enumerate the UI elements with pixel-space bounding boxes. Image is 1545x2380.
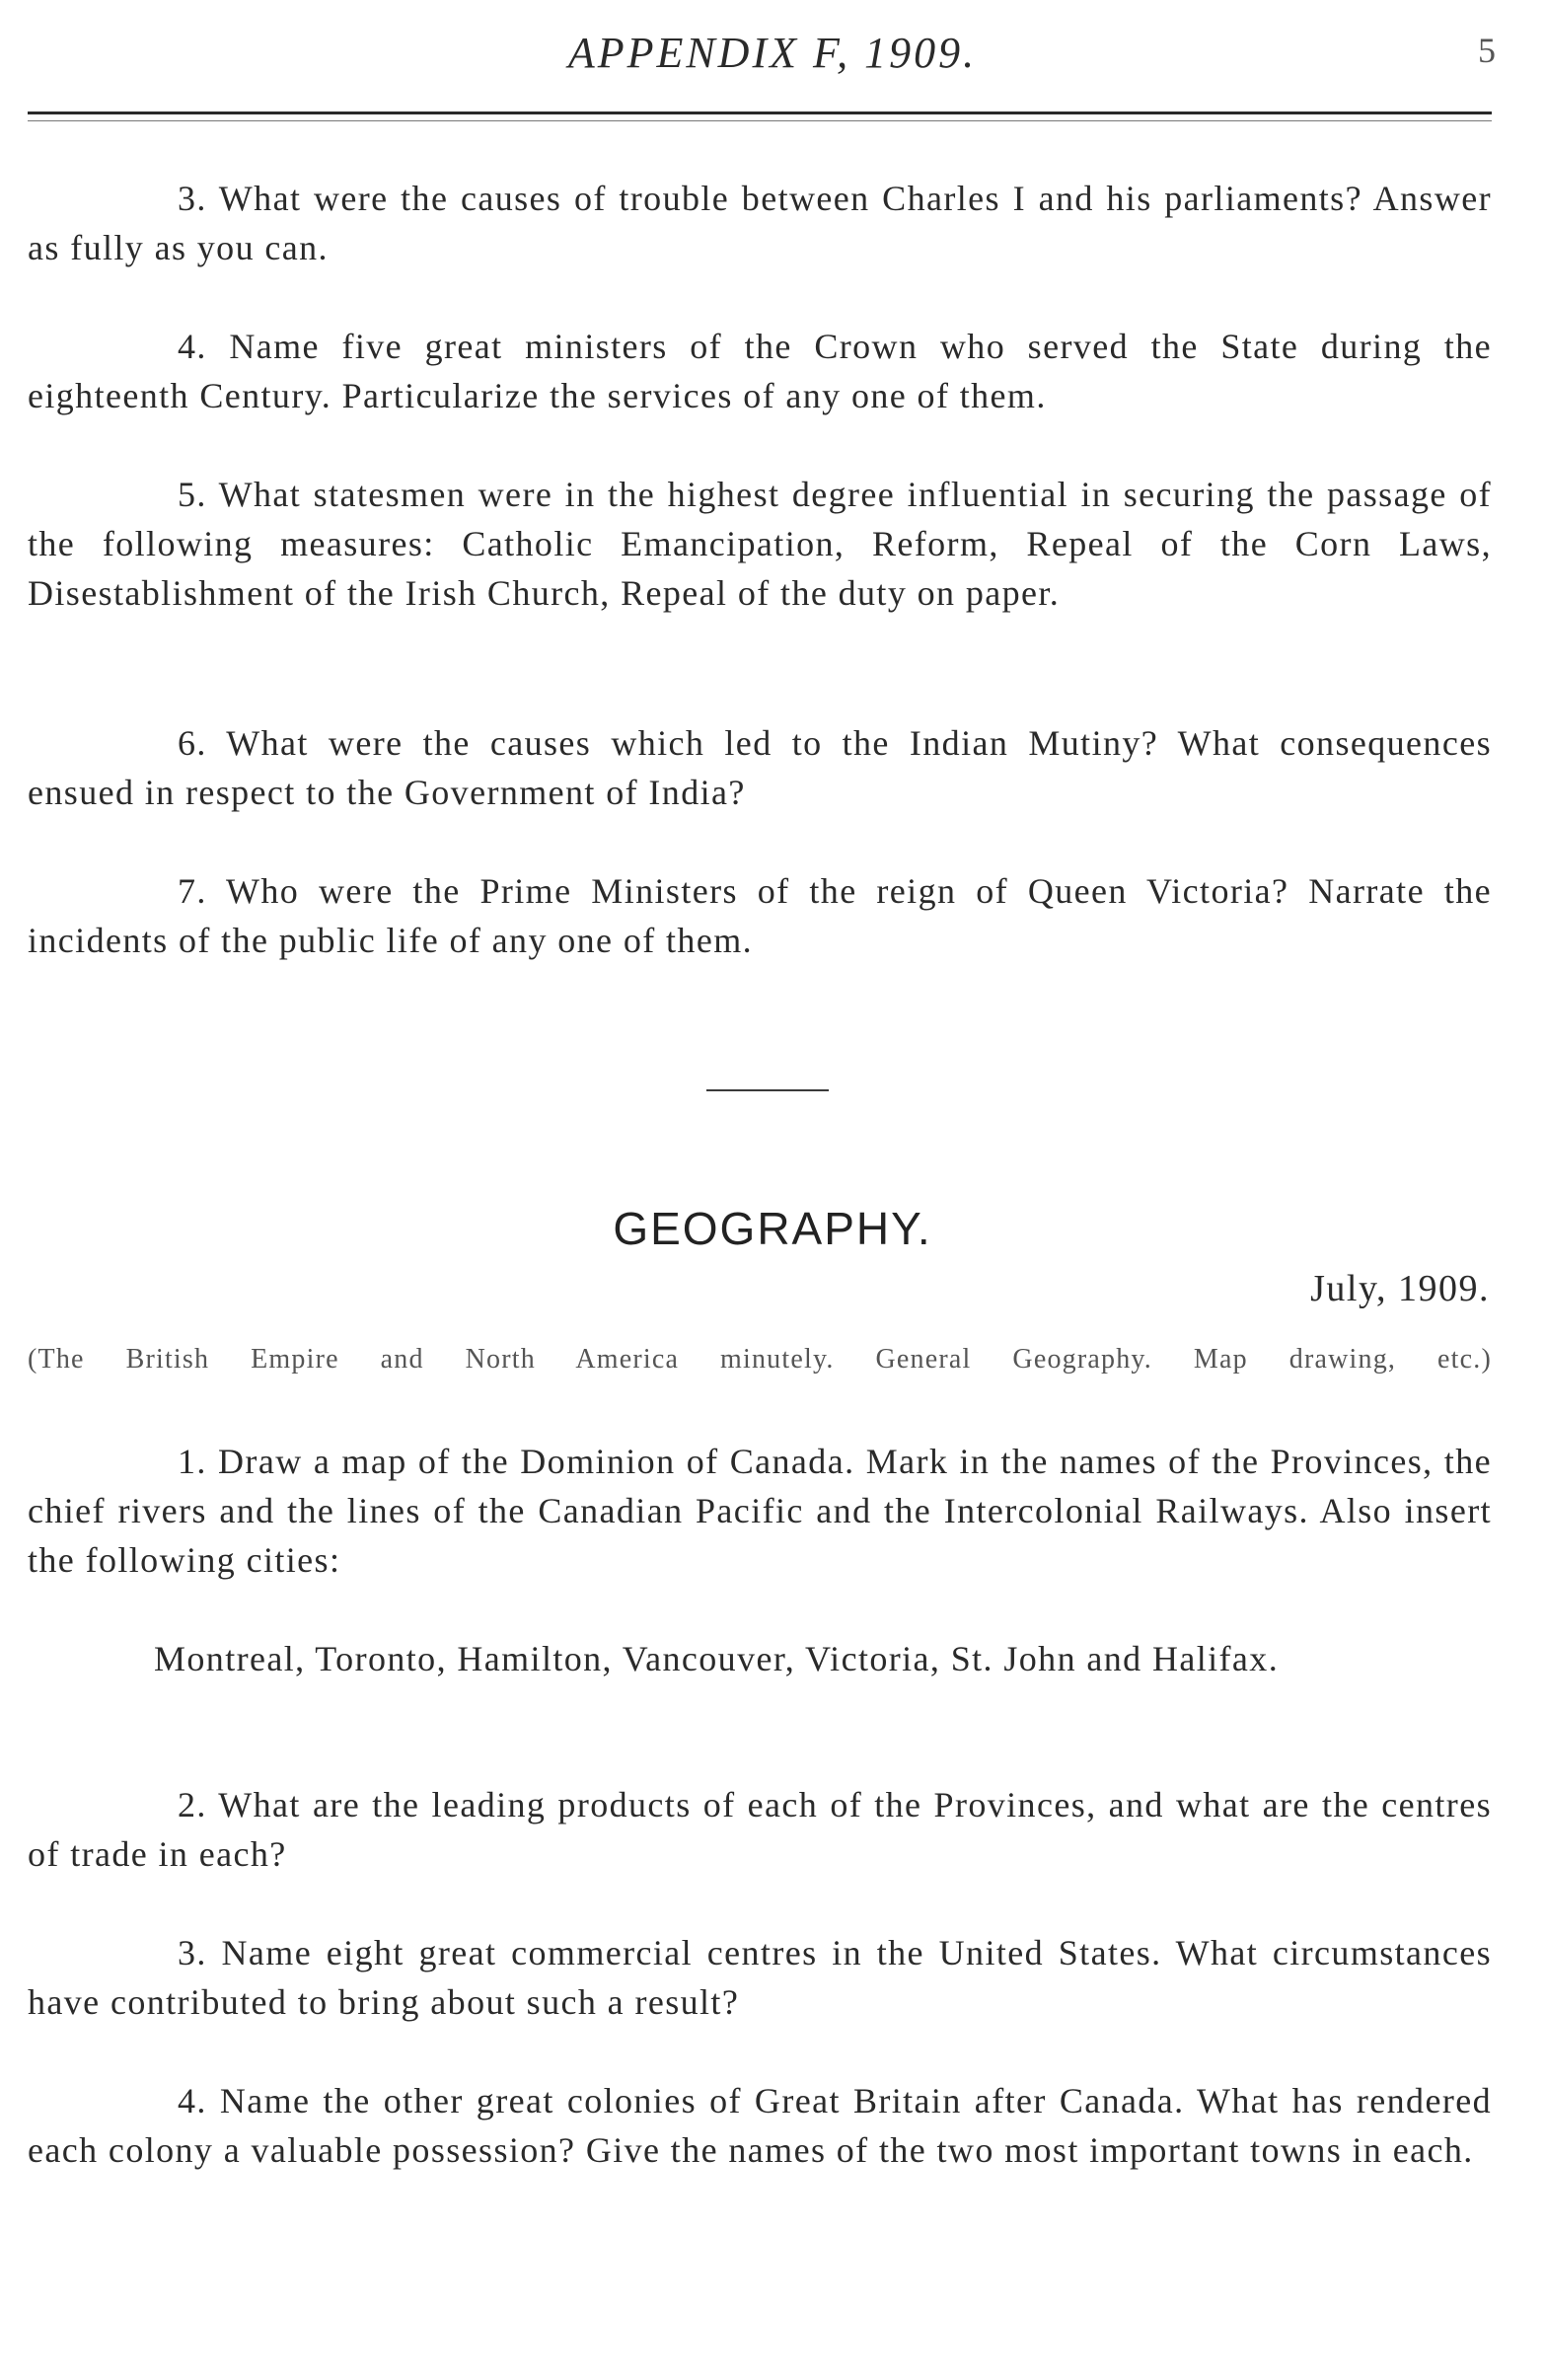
- running-head: APPENDIX F, 1909.: [567, 29, 978, 77]
- page-number: 5: [1478, 31, 1496, 70]
- geography-question-1: 1. Draw a map of the Dominion of Canada. Mark in the names of the Provinces, the chief rivers and the lines of the Canadian Pacific and the Intercolonial Railways. Also insert the following cities:: [28, 1442, 1492, 1580]
- history-question-3: 3. What were the causes of trouble between Charles I and his parliaments? Answer as fully as you can.: [28, 179, 1492, 267]
- section-scope: (The British Empire and North America minutely. General Geography. Map drawing, etc.): [28, 1344, 1492, 1375]
- geography-question-4: 4. Name the other great colonies of Great Britain after Canada. What has rendered each colony a valuable possession? Give the names of the two most important towns in each.: [28, 2081, 1492, 2170]
- exam-date: July, 1909.: [1310, 1268, 1490, 1309]
- section-title: GEOGRAPHY.: [613, 1203, 932, 1254]
- header-rule: [28, 112, 1492, 114]
- geography-question-3: 3. Name eight great commercial centres in the United States. What circumstances have contributed to bring about such a result?: [28, 1933, 1492, 2022]
- history-question-6: 6. What were the causes which led to the Indian Mutiny? What consequences ensued in respect to the Government of India?: [28, 723, 1492, 812]
- history-question-4: 4. Name five great ministers of the Crown who served the State during the eighteenth Century. Particularize the services of any one of them.: [28, 327, 1492, 415]
- geography-question-2: 2. What are the leading products of each of the Provinces, and what are the centres of trade in each?: [28, 1785, 1492, 1874]
- history-question-7: 7. Who were the Prime Ministers of the reign of Queen Victoria? Narrate the incidents of the public life of any one of them.: [28, 871, 1492, 960]
- header-rule-thin: [28, 120, 1492, 121]
- geography-question-1-cities: Montreal, Toronto, Hamilton, Vancouver, Victoria, St. John and Halifax.: [154, 1639, 1280, 1678]
- history-question-5: 5. What statesmen were in the highest degree influential in securing the passage of the following measures: Catholic Emancipation, Reform, Repeal of the Corn Laws, Disestablishment of the Irish Church, Repeal of the duty on paper.: [28, 475, 1492, 613]
- section-divider: [706, 1089, 829, 1091]
